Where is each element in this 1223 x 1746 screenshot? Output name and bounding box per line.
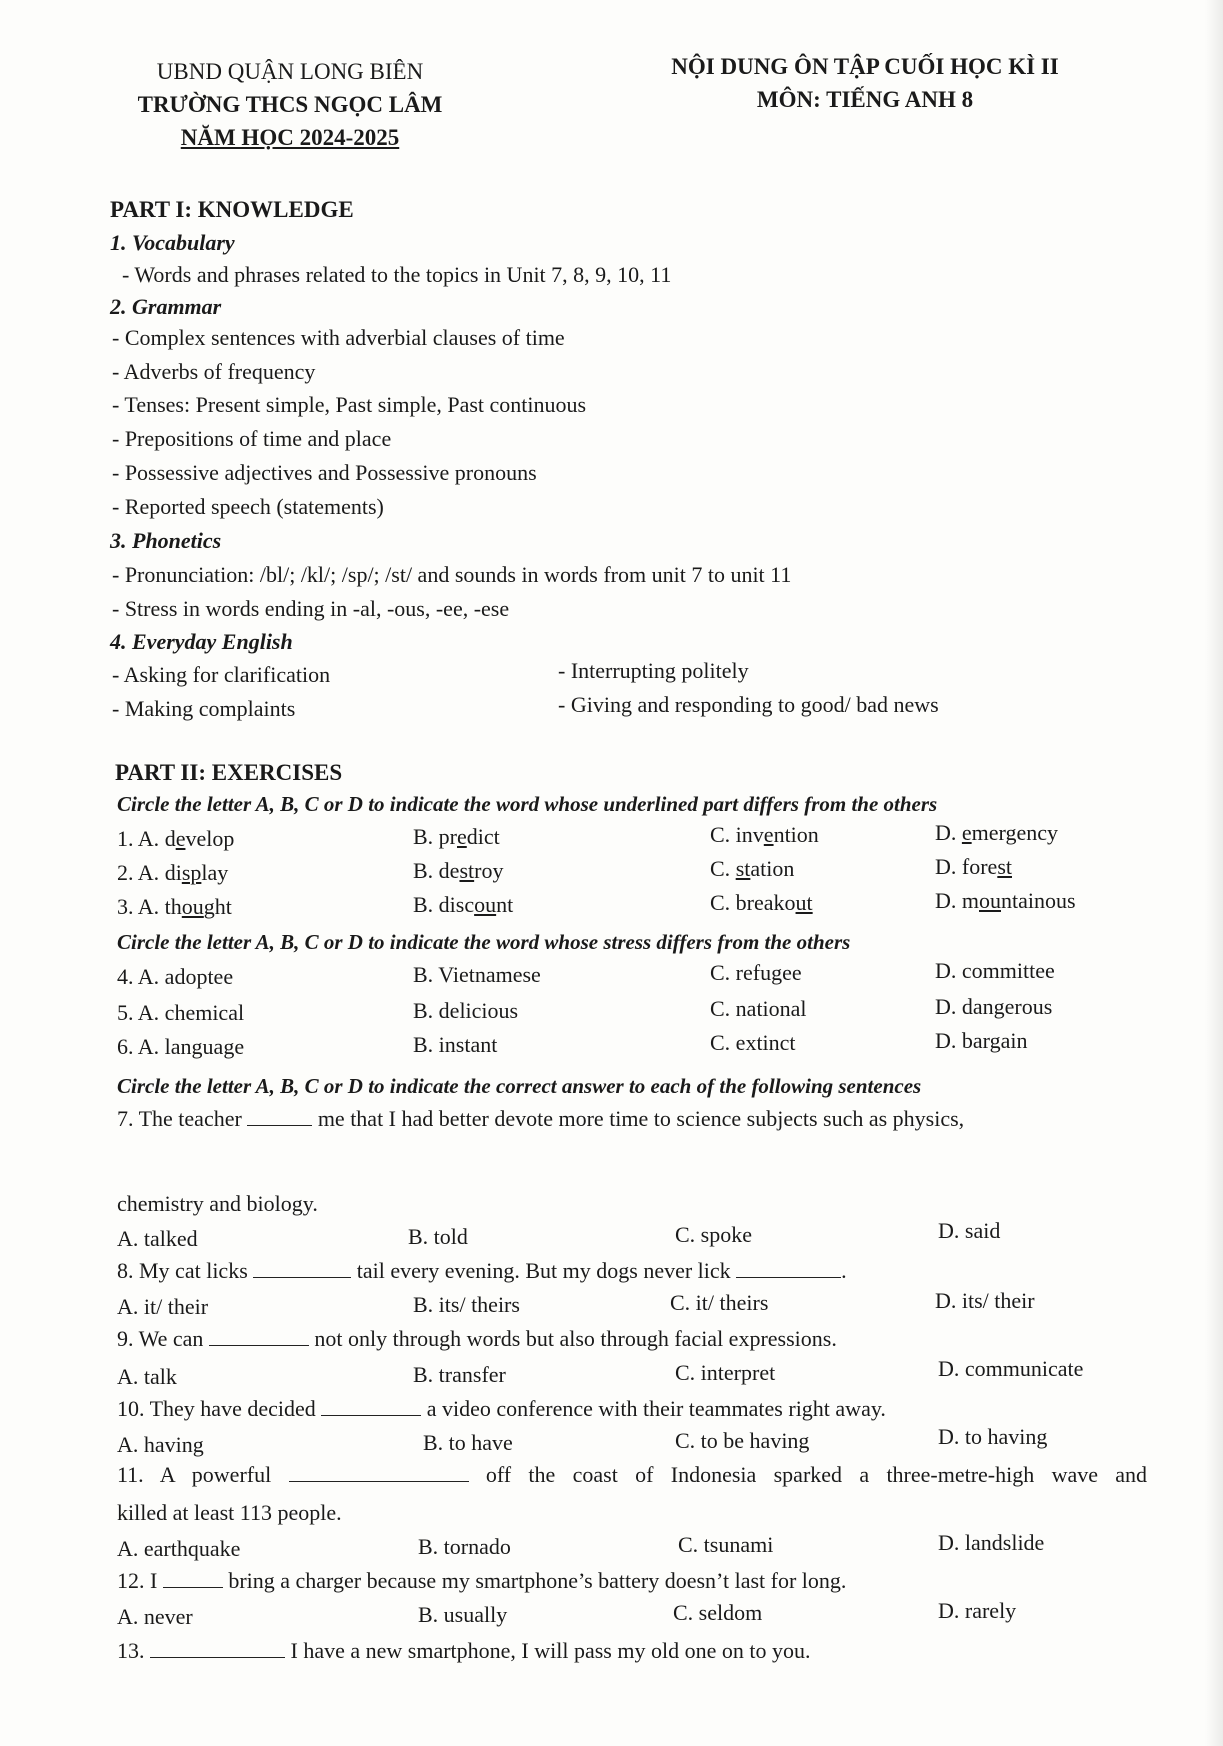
q2-option-d: D. forest	[935, 854, 1012, 879]
vocab-heading: 1. Vocabulary	[110, 230, 235, 255]
instruction-correct-answer: Circle the letter A, B, C or D to indicate the correct answer to each of the following sentences	[117, 1074, 922, 1098]
answer-blank	[289, 1463, 469, 1482]
answer-blank	[163, 1569, 223, 1588]
phonetics-heading: 3. Phonetics	[110, 528, 222, 553]
q10-option-c: C. to be having	[675, 1428, 810, 1453]
grammar-item: - Possessive adjectives and Possessive pronouns	[112, 460, 537, 485]
q5-option-c: C. national	[710, 996, 807, 1021]
exam-header	[640, 50, 1090, 116]
q13-stem: 13. I have a new smartphone, I will pass my old one on to you.	[117, 1638, 811, 1663]
q6-option-b: B. instant	[413, 1032, 498, 1057]
school-header	[120, 55, 460, 154]
exam-title: NỘI DUNG ÔN TẬP CUỐI HỌC KÌ II	[671, 54, 1059, 79]
q1-option-b: B. predict	[413, 824, 500, 849]
q6-option-d: D. bargain	[935, 1028, 1028, 1053]
q11-stem: 11. A powerful off the coast of Indonesia sparked a three-metre-high wave and	[117, 1462, 1148, 1487]
phonetics-item: - Stress in words ending in -al, -ous, -ee, -ese	[112, 596, 510, 621]
q9-option-c: C. interpret	[675, 1360, 776, 1385]
q8-option-a: A. it/ their	[117, 1294, 209, 1319]
q7-stem: 7. The teacher me that I had better devote more time to science subjects such as physics,	[117, 1106, 965, 1131]
q11-option-b: B. tornado	[418, 1534, 511, 1559]
q2-option-c: C. station	[710, 856, 795, 881]
q10-option-a: A. having	[117, 1432, 204, 1457]
answer-blank	[321, 1397, 421, 1416]
q12-option-b: B. usually	[418, 1602, 508, 1627]
q7-option-b: B. told	[408, 1224, 468, 1249]
q3-option-d: D. mountainous	[935, 888, 1076, 913]
q9-option-d: D. communicate	[938, 1356, 1084, 1381]
q10-stem: 10. They have decided a video conference with their teammates right away.	[117, 1396, 886, 1421]
vocab-item: - Words and phrases related to the topics in Unit 7, 8, 9, 10, 11	[122, 262, 672, 287]
q11-option-c: C. tsunami	[678, 1532, 774, 1557]
q3-option-b: B. discount	[413, 892, 514, 917]
q11-option-a: A. earthquake	[117, 1536, 241, 1561]
q8-option-d: D. its/ their	[935, 1288, 1035, 1313]
grammar-item: - Complex sentences with adverbial clauses of time	[112, 325, 565, 350]
q8-option-c: C. it/ theirs	[670, 1290, 769, 1315]
q7-stem-cont: chemistry and biology.	[117, 1191, 318, 1216]
grammar-item: - Tenses: Present simple, Past simple, Past continuous	[112, 392, 587, 417]
grammar-heading: 2. Grammar	[110, 294, 222, 319]
q4-option-d: D. committee	[935, 958, 1055, 983]
q5-option-d: D. dangerous	[935, 994, 1053, 1019]
q5-option-a: 5. A. chemical	[117, 1000, 245, 1025]
q6-option-c: C. extinct	[710, 1030, 796, 1055]
answer-blank	[209, 1327, 309, 1346]
q7-option-c: C. spoke	[675, 1222, 752, 1247]
q7-option-d: D. said	[938, 1218, 1001, 1243]
q6-option-a: 6. A. language	[117, 1034, 245, 1059]
q7-option-a: A. talked	[117, 1226, 198, 1251]
q3-option-c: C. breakout	[710, 890, 813, 915]
q12-option-d: D. rarely	[938, 1598, 1017, 1623]
instruction-stress: Circle the letter A, B, C or D to indicate the word whose stress differs from the others	[117, 930, 851, 954]
q1-option-c: C. invention	[710, 822, 819, 847]
instruction-pronunciation: Circle the letter A, B, C or D to indicate the word whose underlined part differs from the others	[117, 792, 938, 816]
everyday-item: - Asking for clarification	[112, 662, 331, 687]
q4-option-b: B. Vietnamese	[413, 962, 541, 987]
q8-stem: 8. My cat licks tail every evening. But my dogs never lick .	[117, 1258, 847, 1283]
part1-title: PART I: KNOWLEDGE	[110, 197, 354, 222]
everyday-item: - Making complaints	[112, 696, 296, 721]
q1-option-d: D. emergency	[935, 820, 1058, 845]
everyday-item: - Interrupting politely	[558, 658, 749, 683]
grammar-item: - Prepositions of time and place	[112, 426, 392, 451]
q12-option-c: C. seldom	[673, 1600, 763, 1625]
q4-option-c: C. refugee	[710, 960, 802, 985]
q2-option-b: B. destroy	[413, 858, 504, 883]
answer-blank	[247, 1107, 312, 1126]
answer-blank	[736, 1259, 841, 1278]
everyday-heading: 4. Everyday English	[110, 629, 293, 654]
district-name: UBND QUẬN LONG BIÊN	[156, 59, 424, 84]
answer-blank	[253, 1259, 351, 1278]
q9-option-b: B. transfer	[413, 1362, 506, 1387]
part2-title: PART II: EXERCISES	[115, 760, 343, 785]
school-year: NĂM HỌC 2024-2025	[180, 125, 400, 150]
subject-title: MÔN: TIẾNG ANH 8	[756, 87, 974, 112]
grammar-item: - Reported speech (statements)	[112, 494, 384, 519]
q2-option-a: 2. A. display	[117, 860, 229, 885]
q12-stem: 12. I bring a charger because my smartphone’s battery doesn’t last for long.	[117, 1568, 847, 1593]
q3-option-a: 3. A. thought	[117, 894, 232, 919]
q12-option-a: A. never	[117, 1604, 193, 1629]
q11-stem-cont: killed at least 113 people.	[117, 1500, 342, 1525]
q11-option-d: D. landslide	[938, 1530, 1045, 1555]
school-name: TRƯỜNG THCS NGỌC LÂM	[137, 92, 443, 117]
phonetics-item: - Pronunciation: /bl/; /kl/; /sp/; /st/ and sounds in words from unit 7 to unit 11	[112, 562, 792, 587]
q10-option-b: B. to have	[423, 1430, 513, 1455]
q1-option-a: 1. A. develop	[117, 826, 235, 851]
q9-option-a: A. talk	[117, 1364, 177, 1389]
scan-edge-shadow	[1205, 0, 1223, 1746]
q9-stem: 9. We can not only through words but also through facial expressions.	[117, 1326, 837, 1351]
q4-option-a: 4. A. adoptee	[117, 964, 234, 989]
q10-option-d: D. to having	[938, 1424, 1048, 1449]
q8-option-b: B. its/ theirs	[413, 1292, 520, 1317]
grammar-item: - Adverbs of frequency	[112, 359, 316, 384]
everyday-item: - Giving and responding to good/ bad news	[558, 692, 939, 717]
q5-option-b: B. delicious	[413, 998, 519, 1023]
answer-blank	[150, 1639, 285, 1658]
